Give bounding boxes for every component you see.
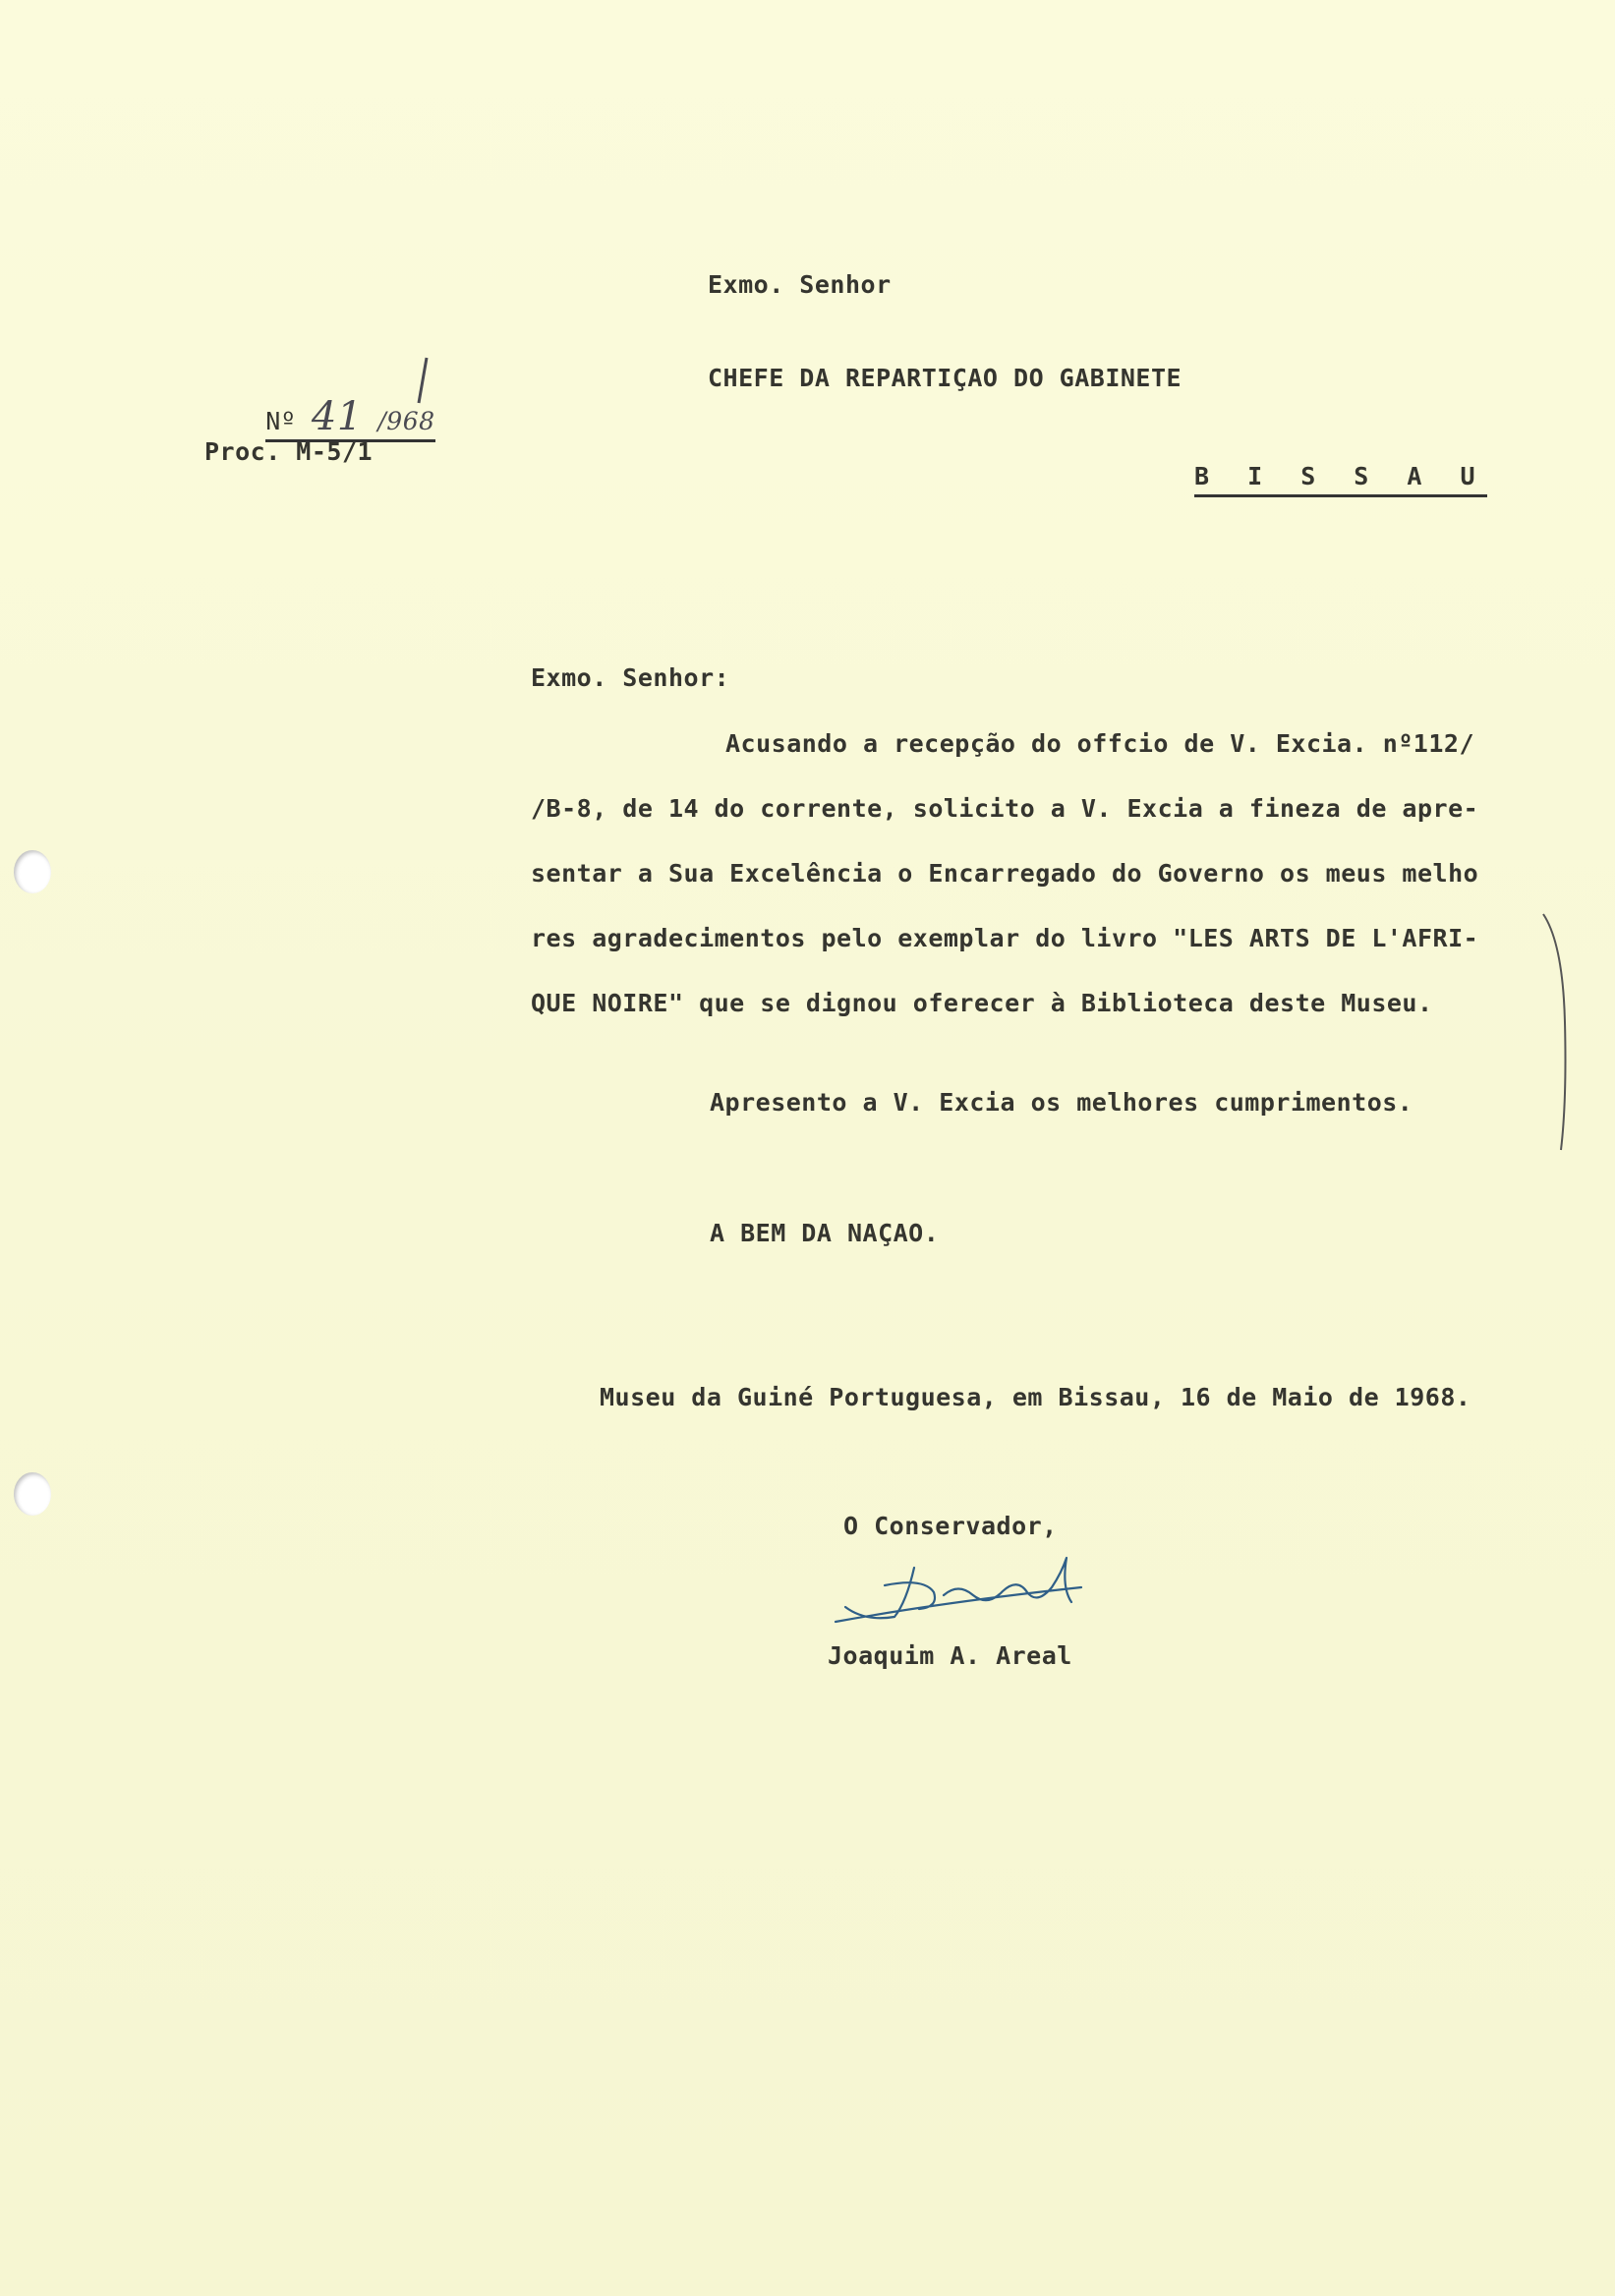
signature-role: O Conservador, [843, 1512, 1058, 1540]
closing-line: Apresento a V. Excia os melhores cumprimentos. [710, 1088, 1413, 1117]
body-line-4: res agradecimentos pelo exemplar do livro "LES ARTS DE L'AFRI- [531, 924, 1479, 952]
body-line-1: Acusando a recepção do offcio de V. Excia. nº112/ [725, 729, 1475, 758]
body-greeting: Exmo. Senhor: [531, 663, 730, 692]
punch-hole-top [14, 850, 51, 893]
motto: A BEM DA NAÇAO. [710, 1219, 940, 1247]
signature-name: Joaquim A. Areal [828, 1641, 1072, 1670]
body-line-3: sentar a Sua Excelência o Encarregado do Governo os meus melho [531, 859, 1479, 888]
addressee-salutation: Exmo. Senhor [708, 270, 892, 299]
process-reference: Proc. M-5/1 [204, 437, 374, 466]
reference-year: /968 [377, 407, 435, 435]
addressee-city: B I S S A U [1194, 462, 1487, 497]
punch-hole-bottom [14, 1472, 51, 1516]
margin-bracket-mark [1533, 904, 1592, 1160]
reference-number-handwritten: 41 [311, 394, 363, 439]
addressee-title: CHEFE DA REPARTIÇAO DO GABINETE [708, 364, 1182, 392]
reference-prefix: Nº [265, 407, 297, 435]
body-line-5: QUE NOIRE" que se dignou oferecer à Biblioteca deste Museu. [531, 989, 1433, 1017]
dateline: Museu da Guiné Portuguesa, em Bissau, 16 de Maio de 1968. [600, 1383, 1471, 1411]
body-line-2: /B-8, de 14 do corrente, solicito a V. Excia a fineza de apre- [531, 794, 1479, 823]
handwritten-signature [826, 1548, 1101, 1636]
handwritten-slash-mark [413, 354, 433, 413]
